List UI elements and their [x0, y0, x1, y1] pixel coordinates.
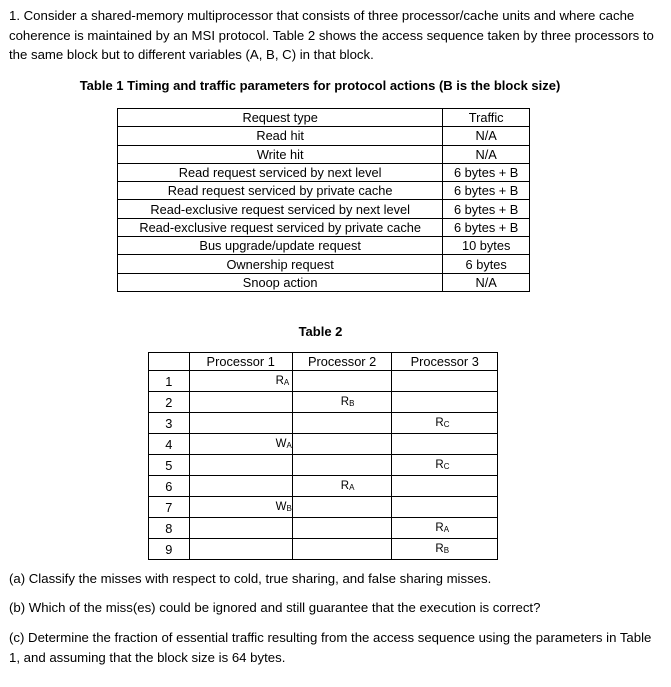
table1-row — [118, 237, 530, 255]
access-operation: R — [275, 375, 284, 388]
table1-row — [118, 273, 530, 291]
problem-intro: 1. Consider a shared-memory multiprocessor that consists of three processor/cache units and where cache coherence is maintained by an MSI protocol. Table 2 shows the access sequence taken by three processors to the same block but to different variables (A, B, C) in that block. — [9, 8, 654, 62]
table1-request-type-cell: Bus upgrade/update request — [118, 237, 443, 255]
table2-row — [149, 497, 498, 518]
access-operation: W — [275, 438, 287, 451]
memory-access — [392, 520, 449, 538]
access-operation: R — [340, 480, 350, 493]
table1-header-traffic: Traffic — [443, 109, 530, 127]
table2-p1-cell — [189, 392, 292, 413]
table2-p3-cell — [392, 497, 498, 518]
table1-caption: Table 1 Timing and traffic parameters for protocol actions (B is the block size) — [79, 78, 561, 93]
table2-p2-cell — [292, 476, 392, 497]
table2-p3-cell — [392, 392, 498, 413]
table1-request-type-cell: Read request serviced by private cache — [118, 182, 443, 200]
table2-step-cell: 5 — [149, 455, 190, 476]
table2-row — [149, 371, 498, 392]
table2-p3-cell — [392, 518, 498, 539]
table2-header-processor-3: Processor 3 — [392, 353, 498, 371]
table1-traffic-cell: N/A — [443, 145, 530, 163]
table1-request-type-cell: Read-exclusive request serviced by next level — [118, 200, 443, 218]
access-operation: W — [275, 501, 287, 514]
table2-step-cell: 1 — [149, 371, 190, 392]
table1-request-type-cell: Write hit — [118, 145, 443, 163]
table2-p3-cell — [392, 434, 498, 455]
table2-p1-cell — [189, 497, 292, 518]
memory-access — [392, 541, 449, 559]
memory-access — [293, 394, 355, 412]
access-variable: A — [349, 483, 355, 493]
question-a: (a) Classify the misses with respect to cold, true sharing, and false sharing misses. — [9, 571, 492, 586]
table2-p1-cell — [189, 455, 292, 476]
access-variable: A — [443, 525, 450, 535]
table2-p1-cell — [189, 476, 292, 497]
table1-row — [118, 145, 530, 163]
table1-traffic-cell: 6 bytes + B — [443, 200, 530, 218]
memory-access — [190, 436, 292, 454]
table2-header-processor-2: Processor 2 — [292, 353, 392, 371]
table2-p3-cell — [392, 455, 498, 476]
table2-p2-cell — [292, 497, 392, 518]
table1-traffic-cell: N/A — [443, 273, 530, 291]
table1-traffic-cell: 6 bytes + B — [443, 163, 530, 181]
table2-step-cell: 6 — [149, 476, 190, 497]
table2-row — [149, 392, 498, 413]
access-operation: R — [435, 417, 444, 430]
table2-p1-cell — [189, 371, 292, 392]
access-operation: R — [435, 459, 444, 472]
table2-p2-cell — [292, 455, 392, 476]
table2-row — [149, 518, 498, 539]
table2-p2-cell — [292, 539, 392, 560]
table2-access-sequence — [148, 352, 498, 560]
table1-request-type-cell: Ownership request — [118, 255, 443, 273]
access-variable: B — [286, 504, 292, 514]
table1-row — [118, 200, 530, 218]
table2-step-cell: 9 — [149, 539, 190, 560]
table2-row — [149, 476, 498, 497]
table1-traffic-cell: N/A — [443, 127, 530, 145]
table2-p2-cell — [292, 434, 392, 455]
table2-step-cell: 7 — [149, 497, 190, 518]
table2-step-cell: 3 — [149, 413, 190, 434]
access-variable: B — [443, 546, 450, 556]
table1-row — [118, 163, 530, 181]
table2-caption: Table 2 — [298, 324, 343, 339]
memory-access — [293, 478, 355, 496]
access-operation: R — [435, 543, 444, 556]
table1-row — [118, 182, 530, 200]
table2-p1-cell — [189, 518, 292, 539]
table1-request-type-cell: Read request serviced by next level — [118, 163, 443, 181]
table2-step-cell: 4 — [149, 434, 190, 455]
access-variable: A — [283, 378, 290, 388]
memory-access — [392, 415, 449, 433]
table1-header-request-type: Request type — [118, 109, 443, 127]
table1-protocol-parameters — [117, 108, 530, 292]
table1-traffic-cell: 6 bytes + B — [443, 218, 530, 236]
table2-step-cell: 2 — [149, 392, 190, 413]
table1-row — [118, 218, 530, 236]
memory-access — [190, 373, 290, 391]
table2-p2-cell — [292, 371, 392, 392]
table1-header-row — [118, 109, 530, 127]
table1-request-type-cell: Read-exclusive request serviced by private cache — [118, 218, 443, 236]
table2-p3-cell — [392, 539, 498, 560]
table1-traffic-cell: 6 bytes — [443, 255, 530, 273]
access-operation: R — [340, 396, 350, 409]
question-b: (b) Which of the miss(es) could be ignored and still guarantee that the execution is correct? — [9, 600, 541, 615]
table2-p1-cell — [189, 434, 292, 455]
table1-traffic-cell: 6 bytes + B — [443, 182, 530, 200]
memory-access — [190, 499, 292, 517]
table2-header-row — [149, 353, 498, 371]
table2-p1-cell — [189, 413, 292, 434]
table2-header-step — [149, 353, 190, 371]
table1-traffic-cell: 10 bytes — [443, 237, 530, 255]
table2-p2-cell — [292, 392, 392, 413]
table2-header-processor-1: Processor 1 — [189, 353, 292, 371]
table1-request-type-cell: Snoop action — [118, 273, 443, 291]
table1-request-type-cell: Read hit — [118, 127, 443, 145]
access-operation: R — [435, 522, 444, 535]
table1-row — [118, 255, 530, 273]
table2-row — [149, 539, 498, 560]
table2-row — [149, 434, 498, 455]
table2-p3-cell — [392, 413, 498, 434]
table2-row — [149, 413, 498, 434]
table2-p2-cell — [292, 518, 392, 539]
table2-p2-cell — [292, 413, 392, 434]
table2-p3-cell — [392, 476, 498, 497]
access-variable: C — [443, 462, 450, 472]
table2-row — [149, 455, 498, 476]
table1-row — [118, 127, 530, 145]
memory-access — [392, 457, 449, 475]
access-variable: A — [286, 441, 292, 451]
access-variable: C — [443, 420, 450, 430]
table2-p3-cell — [392, 371, 498, 392]
table2-step-cell: 8 — [149, 518, 190, 539]
access-variable: B — [349, 399, 355, 409]
table2-p1-cell — [189, 539, 292, 560]
question-c: (c) Determine the fraction of essential traffic resulting from the access sequence using the parameters in Table 1, and assuming that the block size is 64 bytes. — [9, 630, 652, 665]
